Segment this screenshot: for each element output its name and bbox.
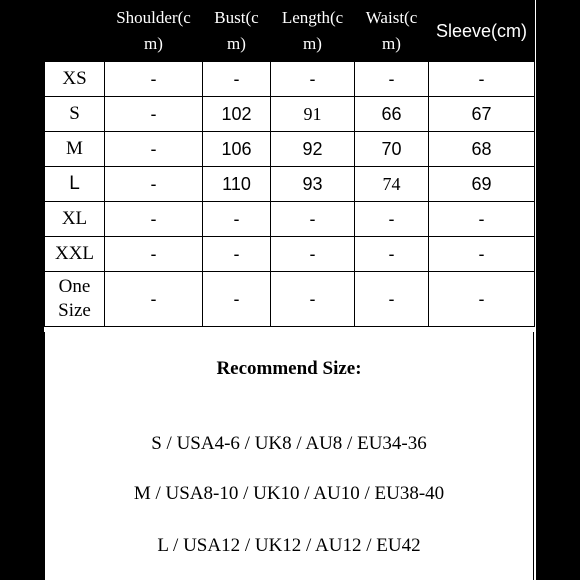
bust-value: - <box>203 237 271 272</box>
length-value: - <box>271 237 355 272</box>
shoulder-value: - <box>105 272 203 327</box>
waist-value: 66 <box>355 97 429 132</box>
length-value: - <box>271 62 355 97</box>
sleeve-value: - <box>429 237 535 272</box>
table-row <box>45 62 535 97</box>
sleeve-value: 67 <box>429 97 535 132</box>
waist-value: 74 <box>355 167 429 202</box>
size-label: XS <box>45 62 105 97</box>
waist-value: - <box>355 202 429 237</box>
waist-value: 70 <box>355 132 429 167</box>
shoulder-value: - <box>105 237 203 272</box>
table-row <box>45 167 535 202</box>
sleeve-value: - <box>429 62 535 97</box>
sleeve-value: - <box>429 202 535 237</box>
size-label: XXL <box>45 237 105 272</box>
sleeve-value: 68 <box>429 132 535 167</box>
table-row <box>45 97 535 132</box>
size-label: M <box>45 132 105 167</box>
length-value: 92 <box>271 132 355 167</box>
length-value: - <box>271 272 355 327</box>
header-row <box>45 1 535 62</box>
header-sleeve: Sleeve(cm) <box>429 1 535 62</box>
shoulder-value: - <box>105 202 203 237</box>
size-label: L <box>45 167 105 202</box>
table-row <box>45 132 535 167</box>
size-label: XL <box>45 202 105 237</box>
shoulder-value: - <box>105 167 203 202</box>
recommend-section <box>44 332 534 580</box>
size-label: One Size <box>45 272 105 327</box>
header-bust: Bust(c m) <box>203 1 271 62</box>
size-chart-sheet <box>44 0 536 580</box>
size-label: S <box>45 97 105 132</box>
table-row <box>45 272 535 327</box>
bust-value: - <box>203 62 271 97</box>
sleeve-value: - <box>429 272 535 327</box>
bust-value: - <box>203 272 271 327</box>
length-value: 93 <box>271 167 355 202</box>
recommend-line-m: M / USA8-10 / UK10 / AU10 / EU38-40 <box>133 483 445 504</box>
table-row <box>45 202 535 237</box>
recommend-line-l: L / USA12 / UK12 / AU12 / EU42 <box>157 535 421 556</box>
bust-value: 110 <box>203 167 271 202</box>
waist-value: - <box>355 272 429 327</box>
sleeve-value: 69 <box>429 167 535 202</box>
bust-value: 102 <box>203 97 271 132</box>
header-length: Length(c m) <box>271 1 355 62</box>
shoulder-value: - <box>105 132 203 167</box>
bust-value: - <box>203 202 271 237</box>
header-waist: Waist(c m) <box>355 1 429 62</box>
recommend-line-s: S / USA4-6 / UK8 / AU8 / EU34-36 <box>151 433 427 454</box>
length-value: - <box>271 202 355 237</box>
waist-value: - <box>355 62 429 97</box>
table-row <box>45 237 535 272</box>
size-table <box>44 0 535 327</box>
recommend-title: Recommend Size: <box>216 358 362 379</box>
shoulder-value: - <box>105 62 203 97</box>
header-corner <box>45 1 105 62</box>
length-value: 91 <box>271 97 355 132</box>
shoulder-value: - <box>105 97 203 132</box>
header-shoulder: Shoulder(c m) <box>105 1 203 62</box>
waist-value: - <box>355 237 429 272</box>
bust-value: 106 <box>203 132 271 167</box>
